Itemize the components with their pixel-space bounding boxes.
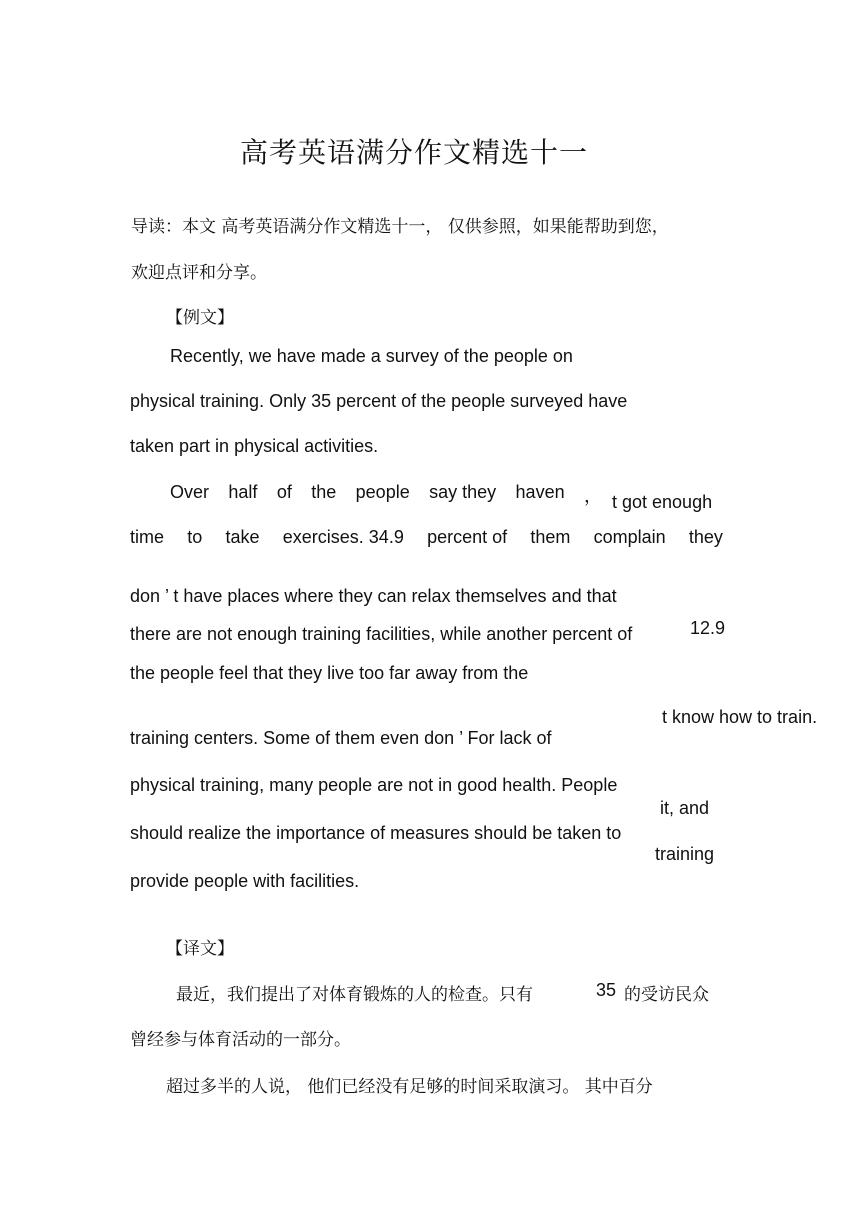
essay-line-11: should realize the importance of measures should be taken to: [130, 823, 622, 843]
essay-word: take: [225, 527, 260, 547]
essay-word: half: [228, 482, 258, 502]
essay-word: them: [530, 527, 571, 547]
essay-word: Over: [170, 482, 210, 502]
essay-line-3: taken part in physical activities.: [130, 436, 379, 456]
essay-word: exercises. 34.9: [282, 527, 404, 547]
translation-line-1: 最近，我们提出了对体育锻炼的人的检查。只有: [176, 985, 533, 1005]
essay-line-6: don ’ t have places where they can relax themselves and that: [130, 586, 617, 606]
essay-word: to: [187, 527, 203, 547]
translation-line-1-number: 35: [596, 980, 617, 1000]
essay-word: time: [130, 527, 165, 547]
essay-line-12: provide people with facilities.: [130, 871, 360, 891]
essay-line-2: physical training. Only 35 percent of the people surveyed have: [130, 391, 628, 411]
essay-line-10: physical training, many people are not in good health. People: [130, 775, 618, 795]
translation-line-1-end: 的受访民众: [624, 985, 709, 1005]
essay-line-11-float: it, and: [660, 798, 710, 818]
essay-word: ，: [583, 486, 602, 506]
translation-line-2: 曾经参与体育活动的一部分。: [130, 1030, 351, 1050]
intro-line-1: 导读：本文 高考英语满分作文精选十一， 仅供参照，如果能帮助到您，: [131, 217, 669, 237]
essay-line-1: Recently, we have made a survey of the people on: [170, 346, 573, 366]
essay-word: people: [355, 482, 410, 502]
translation-line-3: 超过多半的人说， 他们已经没有足够的时间采取演习。 其中百分: [166, 1077, 653, 1097]
translation-heading: 【译文】: [166, 939, 234, 959]
example-heading: 【例文】: [166, 308, 234, 328]
essay-line-8: the people feel that they live too far away from the: [130, 663, 529, 683]
essay-line-12-float: training: [655, 844, 715, 864]
essay-word: haven: [515, 482, 565, 502]
essay-word: they: [688, 527, 723, 547]
essay-word: of: [276, 482, 292, 502]
essay-line-9-float: t know how to train.: [662, 707, 818, 727]
essay-line-7-number: 12.9: [690, 618, 726, 638]
essay-line-7: there are not enough training facilities, while another percent of: [130, 624, 633, 644]
essay-line-9: training centers. Some of them even don ’ For lack of: [130, 728, 552, 748]
essay-word: percent of: [427, 527, 508, 547]
essay-line-4: [170, 482, 602, 508]
intro-line-2: 欢迎点评和分享。: [131, 263, 267, 283]
document-title: 高考英语满分作文精选十一: [240, 136, 589, 169]
essay-word: complain: [593, 527, 666, 547]
essay-word: say they: [429, 482, 497, 502]
essay-line-4-tail: t got enough: [612, 492, 713, 512]
essay-line-5: [130, 527, 723, 548]
essay-word: the: [311, 482, 337, 502]
